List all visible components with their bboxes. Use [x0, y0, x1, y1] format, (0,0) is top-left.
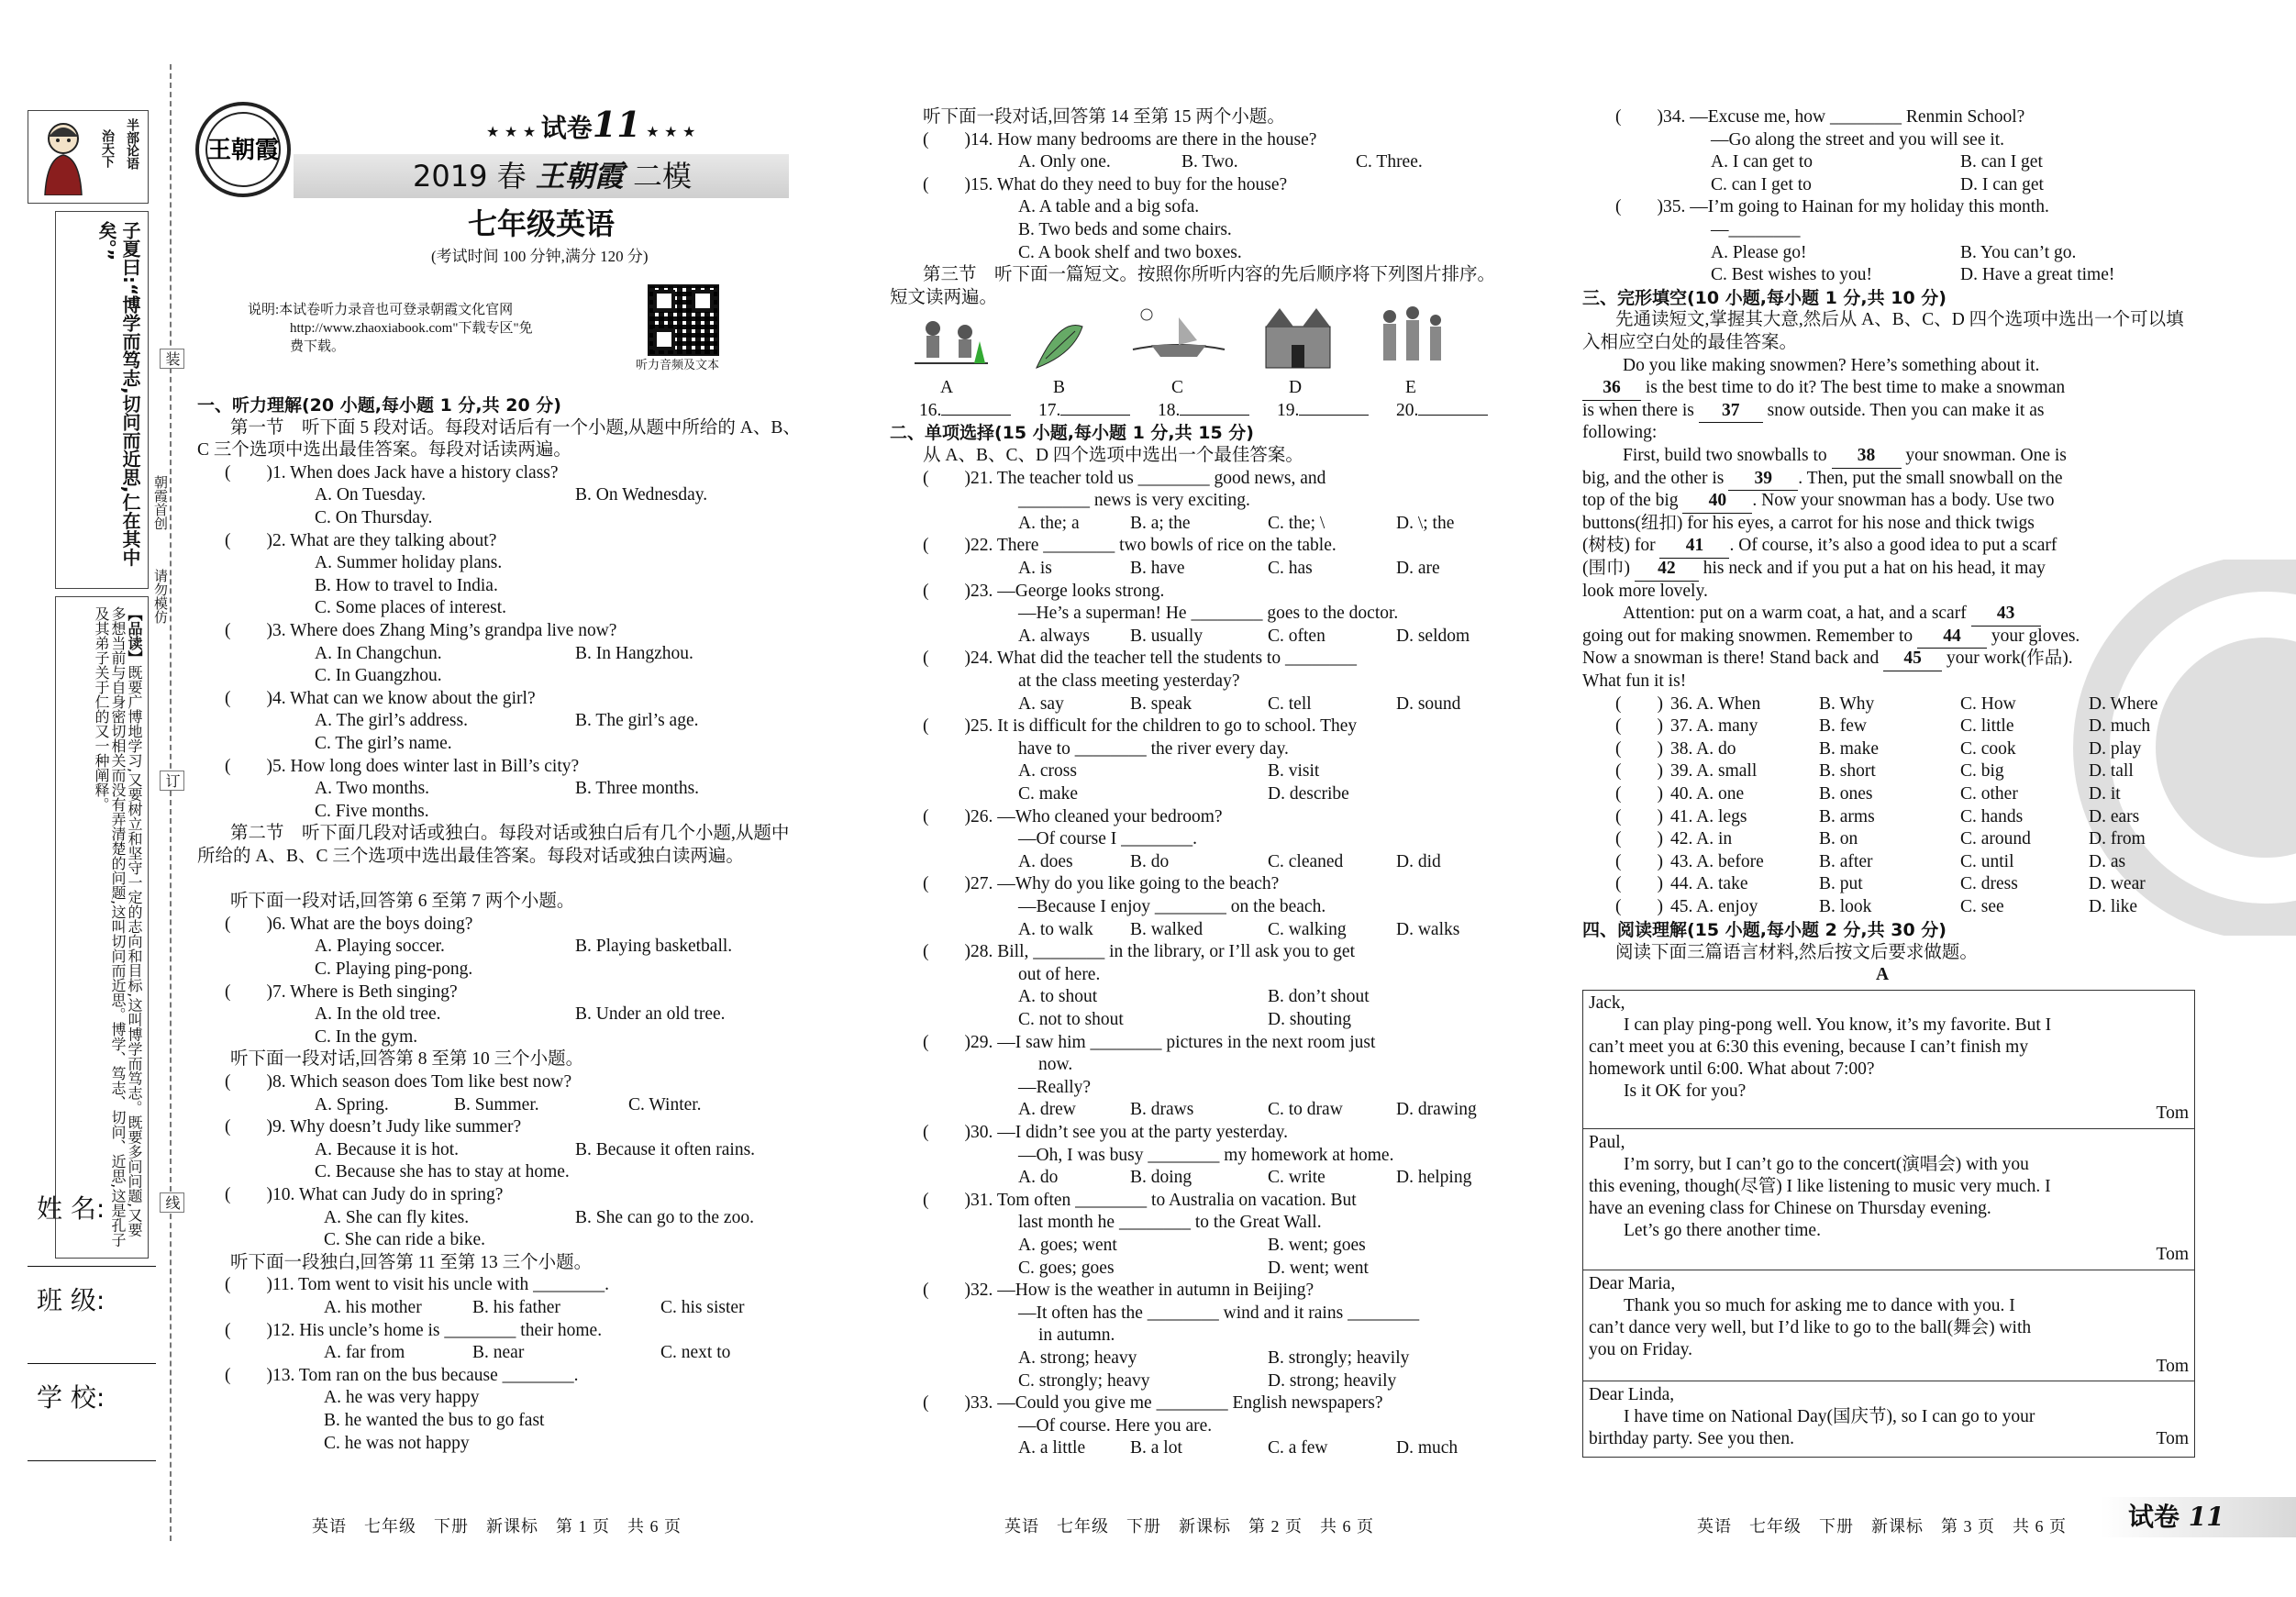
- section2-intro: 第二节 听下面几段对话或独白。每段对话或独白后有几个小题,从题中所给的 A、B、C 三个选项中选出最佳答案。每段对话或独白读两遍。: [197, 824, 790, 866]
- q25-option-d[interactable]: D. describe: [1268, 784, 1349, 804]
- note1-to: Jack,: [1589, 993, 1625, 1013]
- part3-title: 三、完形填空(10 小题,每小题 1 分,共 10 分): [1582, 287, 1947, 308]
- pic-letter-b: B: [1053, 378, 1066, 397]
- cloze-row: ( ) 44. A. take B. put C. dress D. wear: [1615, 874, 2146, 894]
- q35-stem-2: —________: [1711, 220, 1801, 239]
- q24-stem-2: at the class meeting yesterday?: [1018, 671, 1240, 691]
- section2-dialog-d: 听下面一段对话,回答第 14 至第 15 两个小题。: [923, 107, 1285, 127]
- blank-36[interactable]: 36: [1582, 377, 1641, 401]
- q13-option-a[interactable]: A. he was very happy: [324, 1388, 480, 1408]
- svg-text:王朝霞: 王朝霞: [206, 137, 280, 164]
- cloze-line-11: look more lovely.: [1582, 581, 1708, 601]
- q6-option-b[interactable]: B. Playing basketball.: [575, 937, 733, 957]
- castle-icon: [1257, 304, 1339, 372]
- q25-option-b[interactable]: B. visit: [1268, 761, 1320, 782]
- q12-option-b[interactable]: B. near: [472, 1343, 525, 1363]
- q1-option-a[interactable]: A. On Tuesday.: [315, 485, 427, 505]
- section2-dialog-b: 听下面一段对话,回答第 8 至第 10 三个小题。: [230, 1049, 584, 1070]
- children-planting-icon: [910, 308, 993, 372]
- blank-37[interactable]: 37: [1699, 400, 1763, 424]
- note2-line3: have an evening class for Chinese on Thursday evening.: [1589, 1199, 1991, 1218]
- q2-option-c[interactable]: C. Some places of interest.: [315, 598, 507, 618]
- note2-line2: this evening, though(尽管) I like listening to music very much. I: [1589, 1177, 2051, 1196]
- q28-stem-2: out of here.: [1018, 964, 1101, 984]
- page3-footer: 英语 七年级 下册 新课标 第 3 页 共 6 页: [1697, 1517, 2067, 1536]
- picture-e: [1371, 304, 1454, 372]
- q28-option-b[interactable]: B. don’t shout: [1268, 987, 1370, 1007]
- q22-option-d[interactable]: D. are: [1396, 559, 1440, 578]
- note4-line2: birthday party. See you then.: [1589, 1429, 1795, 1448]
- q35-option-c[interactable]: C. Best wishes to you!: [1711, 265, 1873, 285]
- section3-intro: 第三节 听下面一篇短文。按照你所听内容的先后顺序将下列图片排序。短文读两遍。: [890, 265, 1496, 307]
- q28-stem: ( )28. Bill, ________ in the library, or I’ll ask you to get: [923, 942, 1356, 962]
- confucius-quote: 子夏曰:“博学而笃志,切问而近思,仁在其中矣。”: [95, 221, 141, 567]
- q34-option-d[interactable]: D. I can get: [1960, 174, 2044, 194]
- q14-option-b[interactable]: B. Two.: [1181, 152, 1238, 172]
- q14-option-c[interactable]: C. Three.: [1356, 152, 1423, 172]
- q21-option-c[interactable]: C. the; \: [1268, 513, 1325, 533]
- q33-option-b[interactable]: B. a lot: [1130, 1438, 1182, 1458]
- q21-option-a[interactable]: A. the; a: [1018, 513, 1080, 533]
- q9-option-c[interactable]: C. Because she has to stay at home.: [315, 1162, 570, 1182]
- q6-option-c[interactable]: C. Playing ping-pong.: [315, 959, 473, 979]
- cloze-line-15: What fun it is!: [1582, 671, 1687, 691]
- note2-line1: I’m sorry, but I can’t go to the concert(演唱会) with you: [1624, 1155, 2029, 1174]
- q12-option-c[interactable]: C. next to: [660, 1343, 731, 1363]
- q25-option-a[interactable]: A. cross: [1018, 761, 1077, 782]
- q2-stem: ( )2. What are they talking about?: [225, 530, 497, 550]
- column-3: [1582, 106, 2197, 1464]
- cloze-line-2: 36 is the best time to do it? The best time to make a snowman: [1582, 377, 2065, 401]
- q25-stem: ( )25. It is difficult for the children to go to school. They: [923, 716, 1358, 737]
- q26-stem-2: —Of course I ________.: [1018, 829, 1197, 849]
- cloze-row: ( ) 43. A. before B. after C. until D. as: [1615, 851, 2126, 871]
- q25-stem-2: have to ________ the river every day.: [1018, 738, 1289, 759]
- note4-from: Tom: [2156, 1429, 2189, 1448]
- field-name-label: 姓 名:: [37, 1193, 105, 1224]
- q24-option-a[interactable]: A. say: [1018, 693, 1064, 714]
- blank-41[interactable]: 41: [1659, 535, 1729, 559]
- note1-from: Tom: [2156, 1103, 2189, 1123]
- q9-stem: ( )9. Why doesn’t Judy like summer?: [225, 1117, 522, 1137]
- q22-stem: ( )22. There ________ two bowls of rice on the table.: [923, 536, 1337, 556]
- blank-45[interactable]: 45: [1883, 648, 1942, 671]
- q3-stem: ( )3. Where does Zhang Ming’s grandpa live now?: [225, 621, 617, 640]
- q32-stem-2: —It often has the ________ wind and it rains ________: [1018, 1303, 1420, 1323]
- q24-option-b[interactable]: B. speak: [1130, 693, 1192, 714]
- pindu-text: 【品读】既要广博地学习,又要树立和坚守一定的志向和目标,这叫博学而笃志。既要多问问题,又要多想当前与自身密切相关而没有弄清楚的问题,这叫切问而近思。博学、笃志、切问、近思,这是孔子及其弟子关于仁的又一种阐释。: [93, 606, 143, 1248]
- q27-option-a[interactable]: A. to walk: [1018, 919, 1093, 939]
- q29-option-b[interactable]: B. draws: [1130, 1100, 1194, 1120]
- field-class-input[interactable]: [28, 1363, 156, 1364]
- exam-title: 2019 春 王朝霞 二模: [413, 159, 692, 194]
- q1-stem: ( )1. When does Jack have a history class?: [225, 462, 559, 482]
- page1-footer: 英语 七年级 下册 新课标 第 1 页 共 6 页: [312, 1517, 682, 1536]
- bind-char-3: 线: [160, 1192, 184, 1213]
- paper-number: ★ ★ ★ 试卷11 ★ ★ ★: [486, 104, 696, 145]
- q26-option-b[interactable]: B. do: [1130, 851, 1170, 871]
- q27-option-d[interactable]: D. walks: [1396, 919, 1460, 939]
- q1-option-b[interactable]: B. On Wednesday.: [575, 485, 708, 505]
- grade-title: 七年级英语: [468, 206, 616, 241]
- cloze-line-10: (围巾) 42 his neck and if you put a hat on his head, it may: [1582, 558, 2046, 582]
- picture-d: [1257, 304, 1339, 372]
- blank-42[interactable]: 42: [1635, 558, 1699, 582]
- motto-box: [28, 110, 149, 204]
- stars-right: ★ ★ ★: [640, 123, 696, 140]
- q11-stem: ( )11. Tom went to visit his uncle with ________.: [225, 1275, 609, 1295]
- q29-stem-2: now.: [1038, 1055, 1073, 1075]
- q24-stem: ( )24. What did the teacher tell the students to ________: [923, 649, 1357, 669]
- q28-option-c[interactable]: C. not to shout: [1018, 1010, 1124, 1029]
- q11-option-b[interactable]: B. his father: [472, 1298, 560, 1317]
- cloze-line-5: First, build two snowballs to 38 your snowman. One is: [1623, 445, 2067, 469]
- q30-option-a[interactable]: A. do: [1018, 1168, 1059, 1188]
- confucius-figure-icon: [36, 118, 91, 195]
- note1-line4: Is it OK for you?: [1624, 1081, 1747, 1101]
- q2-option-b[interactable]: B. How to travel to India.: [315, 575, 498, 595]
- q32-stem: ( )32. —How is the weather in autumn in Beijing?: [923, 1281, 1314, 1301]
- binding-line: [170, 64, 172, 1541]
- q4-option-a[interactable]: A. The girl’s address.: [315, 711, 468, 731]
- q30-option-c[interactable]: C. write: [1268, 1168, 1325, 1188]
- cloze-line-13: going out for making snowmen. Remember to 44 your gloves.: [1582, 626, 2080, 649]
- q11-option-a[interactable]: A. his mother: [324, 1298, 422, 1317]
- q22-option-b[interactable]: B. have: [1130, 559, 1185, 578]
- q12-stem: ( )12. His uncle’s home is ________ their home.: [225, 1320, 603, 1340]
- q11-option-c[interactable]: C. his sister: [660, 1298, 745, 1317]
- student-fields: [28, 1192, 161, 1468]
- blank-40[interactable]: 40: [1682, 490, 1752, 514]
- q26-stem: ( )26. —Who cleaned your bedroom?: [923, 806, 1223, 826]
- vegetable-icon: [1018, 308, 1101, 372]
- note3-to: Dear Maria,: [1589, 1274, 1676, 1293]
- q13-option-b[interactable]: B. he wanted the bus to go fast: [324, 1411, 545, 1430]
- q24-option-c[interactable]: C. tell: [1268, 693, 1312, 714]
- q13-option-c[interactable]: C. he was not happy: [324, 1433, 470, 1453]
- q28-option-d[interactable]: D. shouting: [1268, 1010, 1352, 1029]
- bind-char-1: 装: [160, 349, 184, 369]
- cloze-row: ( ) 38. A. do B. make C. cook D. play: [1615, 738, 2142, 759]
- q30-stem-2: —Oh, I was busy ________ my homework at home.: [1018, 1145, 1394, 1165]
- q31-stem: ( )31. Tom often ________ to Australia on vacation. But: [923, 1190, 1357, 1210]
- pic-letter-a: A: [940, 378, 954, 397]
- q4-option-b[interactable]: B. The girl’s age.: [575, 711, 699, 731]
- brand-logo: [193, 99, 294, 200]
- q28-option-a[interactable]: A. to shout: [1018, 987, 1098, 1007]
- q34-option-a[interactable]: A. I can get to: [1711, 152, 1814, 172]
- q21-option-d[interactable]: D. \; the: [1396, 513, 1455, 533]
- q25-option-c[interactable]: C. make: [1018, 784, 1078, 804]
- cloze-line-14: Now a snowman is there! Stand back and 45 your work(作品).: [1582, 648, 2073, 671]
- q33-stem-2: —Of course. Here you are.: [1018, 1415, 1213, 1436]
- q4-option-c[interactable]: C. The girl’s name.: [315, 734, 452, 753]
- brand-seal-icon: [193, 99, 294, 200]
- q3-option-a[interactable]: A. In Changchun.: [315, 643, 442, 663]
- field-class-label: 班 级:: [37, 1285, 105, 1315]
- q34-option-b[interactable]: B. can I get: [1960, 152, 2043, 172]
- cloze-line-7: top of the big 40 . Now your snowman has a body. Use two: [1582, 490, 2055, 514]
- q33-option-d[interactable]: D. much: [1396, 1438, 1459, 1458]
- q26-option-c[interactable]: C. cleaned: [1268, 851, 1344, 871]
- q29-stem: ( )29. —I saw him ________ pictures in the next room just: [923, 1032, 1376, 1052]
- cloze-row: ( ) 36. A. When B. Why C. How D. Where: [1615, 693, 2158, 714]
- q5-option-c[interactable]: C. Five months.: [315, 801, 429, 821]
- note4-to: Dear Linda,: [1589, 1385, 1675, 1404]
- blank-39[interactable]: 39: [1728, 468, 1798, 492]
- note1-line3: homework until 6:00. What about 7:00?: [1589, 1059, 1875, 1079]
- q31-option-a[interactable]: A. goes; went: [1018, 1236, 1117, 1255]
- note4-line1: I have time on National Day(国庆节), so I can go to your: [1624, 1407, 2035, 1426]
- note2-line4: Let’s go there another time.: [1624, 1221, 1821, 1240]
- note1-line1: I can play ping-pong well. You know, it’s my favorite. But I: [1624, 1015, 2052, 1035]
- q15-option-c[interactable]: C. A book shelf and two boxes.: [1018, 242, 1242, 262]
- q27-option-c[interactable]: C. walking: [1268, 919, 1347, 939]
- q35-option-d[interactable]: D. Have a great time!: [1960, 265, 2115, 285]
- pic-letter-c: C: [1171, 378, 1184, 397]
- q15-option-b[interactable]: B. Two beds and some chairs.: [1018, 220, 1232, 239]
- q6-option-a[interactable]: A. Playing soccer.: [315, 937, 445, 957]
- cloze-line-6: big, and the other is 39 . Then, put the small snowball on the: [1582, 468, 2063, 492]
- q27-stem: ( )27. —Why do you like going to the beach?: [923, 874, 1280, 894]
- download-note: 说明:本试卷听力录音也可登录朝霞文化官网 http://www.zhaoxiabook.com"下载专区"免 费下载。: [248, 303, 533, 354]
- q26-option-d[interactable]: D. did: [1396, 851, 1441, 871]
- q21-stem-2: ________ news is very exciting.: [1018, 491, 1250, 511]
- q5-stem: ( )5. How long does winter last in Bill’s city?: [225, 756, 580, 776]
- exam-info: (考试时间 100 分钟,满分 120 分): [431, 248, 649, 265]
- q33-option-c[interactable]: C. a few: [1268, 1438, 1328, 1458]
- order-20[interactable]: 20.: [1396, 400, 1488, 423]
- column-1: [197, 394, 812, 1514]
- q10-stem: ( )10. What can Judy do in spring?: [225, 1185, 504, 1204]
- q23-stem: ( )23. —George looks strong.: [923, 581, 1165, 601]
- q22-option-a[interactable]: A. is: [1018, 559, 1052, 578]
- q12-option-a[interactable]: A. far from: [324, 1343, 405, 1363]
- field-school-input[interactable]: [28, 1460, 156, 1461]
- q10-option-b[interactable]: B. She can go to the zoo.: [575, 1207, 754, 1227]
- section2-monologue: 听下面一段独白,回答第 11 至第 13 三个小题。: [230, 1252, 593, 1272]
- q8-stem: ( )8. Which season does Tom like best now?: [225, 1072, 572, 1092]
- q32-stem-3: in autumn.: [1038, 1325, 1115, 1346]
- cloze-row: ( ) 40. A. one B. ones C. other D. it: [1615, 783, 2121, 804]
- q26-option-a[interactable]: A. does: [1018, 851, 1073, 871]
- q32-option-c[interactable]: C. strongly; heavy: [1018, 1370, 1150, 1391]
- note3-line1: Thank you so much for asking me to dance with you. I: [1624, 1296, 2015, 1315]
- q10-option-a[interactable]: A. She can fly kites.: [324, 1207, 470, 1227]
- field-name-input[interactable]: [28, 1266, 156, 1267]
- part1-title: 一、听力理解(20 小题,每小题 1 分,共 20 分): [197, 395, 561, 416]
- part2-title: 二、单项选择(15 小题,每小题 1 分,共 15 分): [890, 423, 1254, 444]
- q8-option-a[interactable]: A. Spring.: [315, 1094, 389, 1115]
- note2-to: Paul,: [1589, 1133, 1625, 1152]
- q31-option-c[interactable]: C. goes; goes: [1018, 1258, 1115, 1278]
- part4-title: 四、阅读理解(15 小题,每小题 2 分,共 30 分): [1582, 920, 1947, 940]
- cloze-row: ( ) 45. A. enjoy B. look C. see D. like: [1615, 896, 2138, 916]
- stars-left: ★ ★ ★: [486, 123, 541, 140]
- motto-main: 半部论语: [125, 118, 139, 170]
- q15-option-a[interactable]: A. A table and a big sofa.: [1018, 197, 1200, 217]
- q27-option-b[interactable]: B. walked: [1130, 919, 1203, 939]
- cloze-options: [1615, 693, 2193, 919]
- q29-option-d[interactable]: D. drawing: [1396, 1100, 1477, 1120]
- q27-stem-2: —Because I enjoy ________ on the beach.: [1018, 897, 1326, 916]
- q30-option-b[interactable]: B. doing: [1130, 1168, 1192, 1188]
- q15-stem: ( )15. What do they need to buy for the house?: [923, 174, 1288, 194]
- q6-stem: ( )6. What are the boys doing?: [225, 914, 473, 934]
- q29-option-c[interactable]: C. to draw: [1268, 1100, 1343, 1120]
- order-19[interactable]: 19.: [1277, 400, 1369, 423]
- q14-stem: ( )14. How many bedrooms are there in the house?: [923, 129, 1317, 150]
- q34-stem-2: —Go along the street and you will see it.: [1711, 129, 2005, 150]
- cloze-row: ( ) 41. A. legs B. arms C. hands D. ears: [1615, 806, 2140, 826]
- q24-option-d[interactable]: D. sound: [1396, 693, 1461, 714]
- blank-44[interactable]: 44: [1917, 626, 1987, 649]
- cloze-row: ( ) 42. A. in B. on C. around D. from: [1615, 829, 2146, 849]
- note1-line2: can’t meet you at 6:30 this evening, because I can’t finish my: [1589, 1037, 2029, 1057]
- q35-option-b[interactable]: B. You can’t go.: [1960, 242, 2077, 262]
- note2-from: Tom: [2156, 1245, 2189, 1264]
- q21-option-b[interactable]: B. a; the: [1130, 513, 1191, 533]
- q32-option-a[interactable]: A. strong; heavy: [1018, 1348, 1137, 1368]
- q14-option-a[interactable]: A. Only one.: [1018, 152, 1111, 172]
- motto-sub: 治天下: [100, 129, 115, 168]
- q30-stem: ( )30. —I didn’t see you at the party yesterday.: [923, 1123, 1289, 1142]
- q31-option-b[interactable]: B. went; goes: [1268, 1236, 1366, 1255]
- q29-stem-3: —Really?: [1018, 1077, 1092, 1097]
- cloze-line-4: following:: [1582, 423, 1658, 443]
- pic-letter-d: D: [1289, 378, 1303, 397]
- q7-option-a[interactable]: A. In the old tree.: [315, 1004, 441, 1025]
- family-group-icon: [1371, 304, 1454, 372]
- section2-dialog-a: 听下面一段对话,回答第 6 至第 7 两个小题。: [230, 892, 575, 912]
- picture-a: [910, 308, 993, 372]
- order-16[interactable]: 16.: [919, 400, 1011, 423]
- q3-option-b[interactable]: B. In Hangzhou.: [575, 643, 693, 663]
- q23-option-a[interactable]: A. always: [1018, 626, 1090, 646]
- q31-stem-2: last month he ________ to the Great Wall.: [1018, 1213, 1322, 1233]
- blank-43[interactable]: 43: [1971, 603, 2041, 627]
- cloze-line-8: buttons(纽扣) for his eyes, a carrot for his nose and thick twigs: [1582, 513, 2035, 533]
- cloze-line-12: Attention: put on a warm coat, a hat, and a scarf 43: [1623, 603, 2041, 627]
- notes-card: [1582, 990, 2195, 1458]
- note3-line3: you on Friday.: [1589, 1340, 1693, 1359]
- note3-from: Tom: [2156, 1357, 2189, 1376]
- q23-option-d[interactable]: D. seldom: [1396, 626, 1470, 646]
- q7-option-b[interactable]: B. Under an old tree.: [575, 1004, 726, 1025]
- q13-stem: ( )13. Tom ran on the bus because ________.: [225, 1365, 579, 1385]
- cloze-line-3: is when there is 37 snow outside. Then you can make it as: [1582, 400, 2044, 424]
- picture-c: [1128, 304, 1229, 372]
- q32-option-b[interactable]: B. strongly; heavily: [1268, 1348, 1410, 1368]
- q35-stem: ( )35. —I’m going to Hainan for my holiday this month.: [1615, 197, 2049, 217]
- stamp-first: 朝霞首创: [152, 475, 169, 530]
- part2-intro: 从 A、B、C、D 四个选项中选出一个最佳答案。: [923, 446, 1303, 465]
- q8-option-b[interactable]: B. Summer.: [454, 1094, 539, 1115]
- q34-stem: ( )34. —Excuse me, how ________ Renmin School?: [1615, 107, 2025, 127]
- q7-stem: ( )7. Where is Beth singing?: [225, 981, 458, 1002]
- q30-option-d[interactable]: D. helping: [1396, 1168, 1472, 1188]
- q1-option-c[interactable]: C. On Thursday.: [315, 508, 433, 527]
- qr-code[interactable]: [648, 284, 719, 356]
- order-17[interactable]: 17.: [1038, 400, 1130, 423]
- note3-line2: can’t dance very well, but I’d like to go to the ball(舞会) with: [1589, 1318, 2032, 1337]
- part3-intro: 先通读短文,掌握其大意,然后从 A、B、C、D 四个选项中选出一个可以填入相应空白处的最佳答案。: [1582, 310, 2184, 352]
- section1-intro: 第一节 听下面 5 段对话。每段对话后有一个小题,从题中所给的 A、B、C 三个选项中选出最佳答案。每段对话读两遍。: [197, 417, 801, 460]
- field-school-label: 学 校:: [37, 1382, 105, 1413]
- picture-b: [1018, 308, 1101, 372]
- q29-option-a[interactable]: A. drew: [1018, 1100, 1076, 1120]
- cloze-row: ( ) 39. A. small B. short C. big D. tall: [1615, 761, 2134, 782]
- q23-option-b[interactable]: B. usually: [1130, 626, 1203, 646]
- q5-option-a[interactable]: A. Two months.: [315, 779, 430, 799]
- order-18[interactable]: 18.: [1158, 400, 1249, 423]
- stamp-no-copy: 请勿模仿: [152, 569, 169, 624]
- blank-38[interactable]: 38: [1832, 445, 1902, 469]
- q9-option-b[interactable]: B. Because it often rains.: [575, 1139, 756, 1159]
- q5-option-b[interactable]: B. Three months.: [575, 779, 700, 799]
- qr-caption: 听力音频及文本: [636, 358, 720, 372]
- part4-intro: 阅读下面三篇语言材料,然后按文后要求做题。: [1615, 942, 1978, 962]
- pindu-box: [55, 596, 149, 1259]
- q21-stem: ( )21. The teacher told us ________ good news, and: [923, 468, 1326, 488]
- q31-option-d[interactable]: D. went; went: [1268, 1258, 1369, 1278]
- q33-stem: ( )33. —Could you give me ________ English newspapers?: [923, 1393, 1383, 1414]
- boat-river-icon: [1128, 304, 1229, 372]
- q3-option-c[interactable]: C. In Guangzhou.: [315, 666, 442, 686]
- q34-option-c[interactable]: C. can I get to: [1711, 174, 1812, 194]
- column-2: [890, 106, 1504, 1464]
- bind-char-2: 订: [160, 771, 184, 791]
- quote-box: [55, 211, 149, 589]
- page2-footer: 英语 七年级 下册 新课标 第 2 页 共 6 页: [1004, 1517, 1374, 1536]
- q8-option-c[interactable]: C. Winter.: [628, 1094, 702, 1115]
- cloze-line-1: Do you like making snowmen? Here’s something about it.: [1623, 355, 2040, 375]
- passage-a-label: A: [1876, 965, 1890, 984]
- q7-option-c[interactable]: C. In the gym.: [315, 1026, 418, 1047]
- footer-paper-tag: 试卷 11: [2128, 1502, 2224, 1532]
- q22-option-c[interactable]: C. has: [1268, 559, 1313, 578]
- cloze-row: ( ) 37. A. many B. few C. little D. much: [1615, 716, 2151, 737]
- q33-option-a[interactable]: A. a little: [1018, 1438, 1086, 1458]
- q2-option-a[interactable]: A. Summer holiday plans.: [315, 553, 503, 573]
- q32-option-d[interactable]: D. strong; heavily: [1268, 1370, 1397, 1391]
- q4-stem: ( )4. What can we know about the girl?: [225, 688, 536, 708]
- q23-stem-2: —He’s a superman! He ________ goes to the doctor.: [1018, 604, 1399, 624]
- q10-option-c[interactable]: C. She can ride a bike.: [324, 1230, 485, 1250]
- q35-option-a[interactable]: A. Please go!: [1711, 242, 1807, 262]
- pic-letter-e: E: [1405, 378, 1416, 397]
- q23-option-c[interactable]: C. often: [1268, 626, 1325, 646]
- cloze-line-9: (树枝) for 41 . Of course, it’s also a good idea to put a scarf: [1582, 535, 2057, 559]
- q9-option-a[interactable]: A. Because it is hot.: [315, 1139, 460, 1159]
